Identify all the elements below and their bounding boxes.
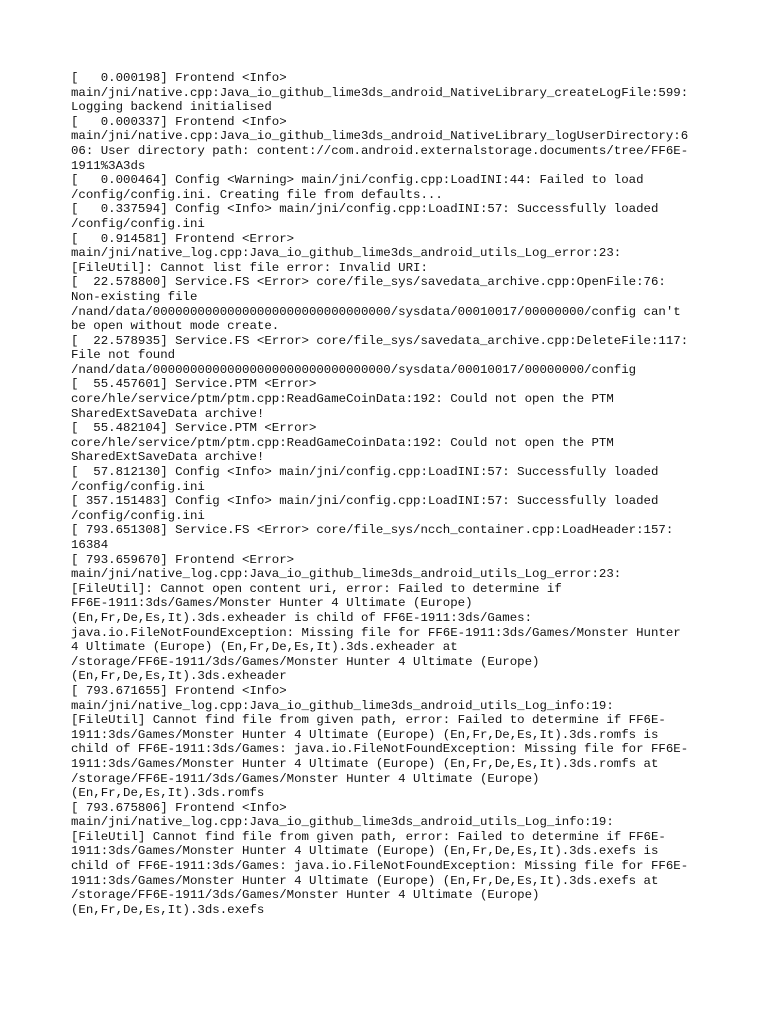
log-line: (En,Fr,De,Es,It).3ds.exheader is child of FF6E-1911:3ds/Games: <box>71 610 533 625</box>
log-line: java.io.FileNotFoundException: Missing file for FF6E-1911:3ds/Games/Monster Hunter <box>71 625 681 640</box>
log-line: [FileUtil] Cannot find file from given path, error: Failed to determine if FF6E- <box>71 829 666 844</box>
log-line: [ 55.482104] Service.PTM <Error> <box>71 421 317 436</box>
log-line: [ 793.675806] Frontend <Info> <box>71 800 287 815</box>
log-line: [ 22.578800] Service.FS <Error> core/file_sys/savedata_archive.cpp:OpenFile:76: <box>71 275 666 290</box>
log-line: /storage/FF6E-1911/3ds/Games/Monster Hunter 4 Ultimate (Europe) <box>71 654 540 669</box>
log-line: be open without mode create. <box>71 319 280 334</box>
log-line: [ 357.151483] Config <Info> main/jni/config.cpp:LoadINI:57: Successfully loaded <box>71 494 659 509</box>
log-line: /config/config.ini <box>71 216 205 231</box>
log-line: [ 0.337594] Config <Info> main/jni/config.cpp:LoadINI:57: Successfully loaded <box>71 202 659 217</box>
log-line: [ 57.812130] Config <Info> main/jni/config.cpp:LoadINI:57: Successfully loaded <box>71 465 659 480</box>
log-line: 1911:3ds/Games/Monster Hunter 4 Ultimate (Europe) (En,Fr,De,Es,It).3ds.exefs at <box>71 873 659 888</box>
log-line: (En,Fr,De,Es,It).3ds.romfs <box>71 786 265 801</box>
log-line: child of FF6E-1911:3ds/Games: java.io.FileNotFoundException: Missing file for FF6E- <box>71 859 689 874</box>
log-line: 06: User directory path: content://com.android.externalstorage.documents/tree/FF6E- <box>71 143 689 158</box>
log-line: [ 793.659670] Frontend <Error> <box>71 552 295 567</box>
log-line: [FileUtil] Cannot find file from given path, error: Failed to determine if FF6E- <box>71 713 666 728</box>
log-line: 1911:3ds/Games/Monster Hunter 4 Ultimate (Europe) (En,Fr,De,Es,It).3ds.exefs is <box>71 844 659 859</box>
log-line: 16384 <box>71 538 109 552</box>
log-line: 1911%3A3ds <box>71 158 146 173</box>
log-line: FF6E-1911:3ds/Games/Monster Hunter 4 Ultimate (Europe) <box>71 596 473 611</box>
log-line: 4 Ultimate (Europe) (En,Fr,De,Es,It).3ds.exheader at <box>71 640 458 655</box>
log-line: /nand/data/00000000000000000000000000000000/sysdata/00010017/00000000/config can't <box>71 304 681 319</box>
log-line: child of FF6E-1911:3ds/Games: java.io.FileNotFoundException: Missing file for FF6E- <box>71 742 689 757</box>
log-line: /config/config.ini. Creating file from defaults... <box>71 187 443 202</box>
log-line: /config/config.ini <box>71 479 205 494</box>
log-line: 1911:3ds/Games/Monster Hunter 4 Ultimate (Europe) (En,Fr,De,Es,It).3ds.romfs is <box>71 727 659 742</box>
log-line: [FileUtil]: Cannot list file error: Invalid URI: <box>71 260 428 275</box>
log-line: [ 0.000337] Frontend <Info> <box>71 114 287 129</box>
log-line: [ 0.914581] Frontend <Error> <box>71 231 295 246</box>
log-line: [ 0.000198] Frontend <Info> <box>71 71 287 85</box>
log-line: [ 793.651308] Service.FS <Error> core/file_sys/ncch_container.cpp:LoadHeader:157: <box>71 523 674 538</box>
log-line: [ 0.000464] Config <Warning> main/jni/config.cpp:LoadINI:44: Failed to load <box>71 173 644 188</box>
log-line: [FileUtil]: Cannot open content uri, error: Failed to determine if <box>71 581 562 596</box>
log-output <box>71 71 711 917</box>
log-line: SharedExtSaveData archive! <box>71 450 265 465</box>
log-line: main/jni/native.cpp:Java_io_github_lime3ds_android_NativeLibrary_logUserDirectory:6 <box>71 129 689 144</box>
log-line: main/jni/native_log.cpp:Java_io_github_lime3ds_android_utils_Log_info:19: <box>71 815 614 830</box>
log-line: /storage/FF6E-1911/3ds/Games/Monster Hunter 4 Ultimate (Europe) <box>71 888 540 903</box>
log-line: Logging backend initialised <box>71 100 272 115</box>
log-line: core/hle/service/ptm/ptm.cpp:ReadGameCoinData:192: Could not open the PTM <box>71 435 614 450</box>
log-line: [ 22.578935] Service.FS <Error> core/file_sys/savedata_archive.cpp:DeleteFile:117: <box>71 333 689 348</box>
log-line: [ 793.671655] Frontend <Info> <box>71 683 287 698</box>
log-line: core/hle/service/ptm/ptm.cpp:ReadGameCoinData:192: Could not open the PTM <box>71 392 614 407</box>
log-line: main/jni/native.cpp:Java_io_github_lime3ds_android_NativeLibrary_createLogFile:599: <box>71 85 689 100</box>
log-line: /nand/data/00000000000000000000000000000000/sysdata/00010017/00000000/config <box>71 362 637 377</box>
log-line: 1911:3ds/Games/Monster Hunter 4 Ultimate (Europe) (En,Fr,De,Es,It).3ds.romfs at <box>71 756 659 771</box>
log-line: File not found <box>71 348 176 363</box>
log-line: /config/config.ini <box>71 508 205 523</box>
log-line: main/jni/native_log.cpp:Java_io_github_lime3ds_android_utils_Log_error:23: <box>71 567 622 582</box>
log-line: [ 55.457601] Service.PTM <Error> <box>71 377 317 392</box>
log-line: main/jni/native_log.cpp:Java_io_github_lime3ds_android_utils_Log_error:23: <box>71 246 622 261</box>
log-line: (En,Fr,De,Es,It).3ds.exheader <box>71 669 287 684</box>
log-line: SharedExtSaveData archive! <box>71 406 265 421</box>
log-line: Non-existing file <box>71 289 198 304</box>
log-line: main/jni/native_log.cpp:Java_io_github_lime3ds_android_utils_Log_info:19: <box>71 698 614 713</box>
log-line: (En,Fr,De,Es,It).3ds.exefs <box>71 902 265 917</box>
log-line: /storage/FF6E-1911/3ds/Games/Monster Hunter 4 Ultimate (Europe) <box>71 771 540 786</box>
